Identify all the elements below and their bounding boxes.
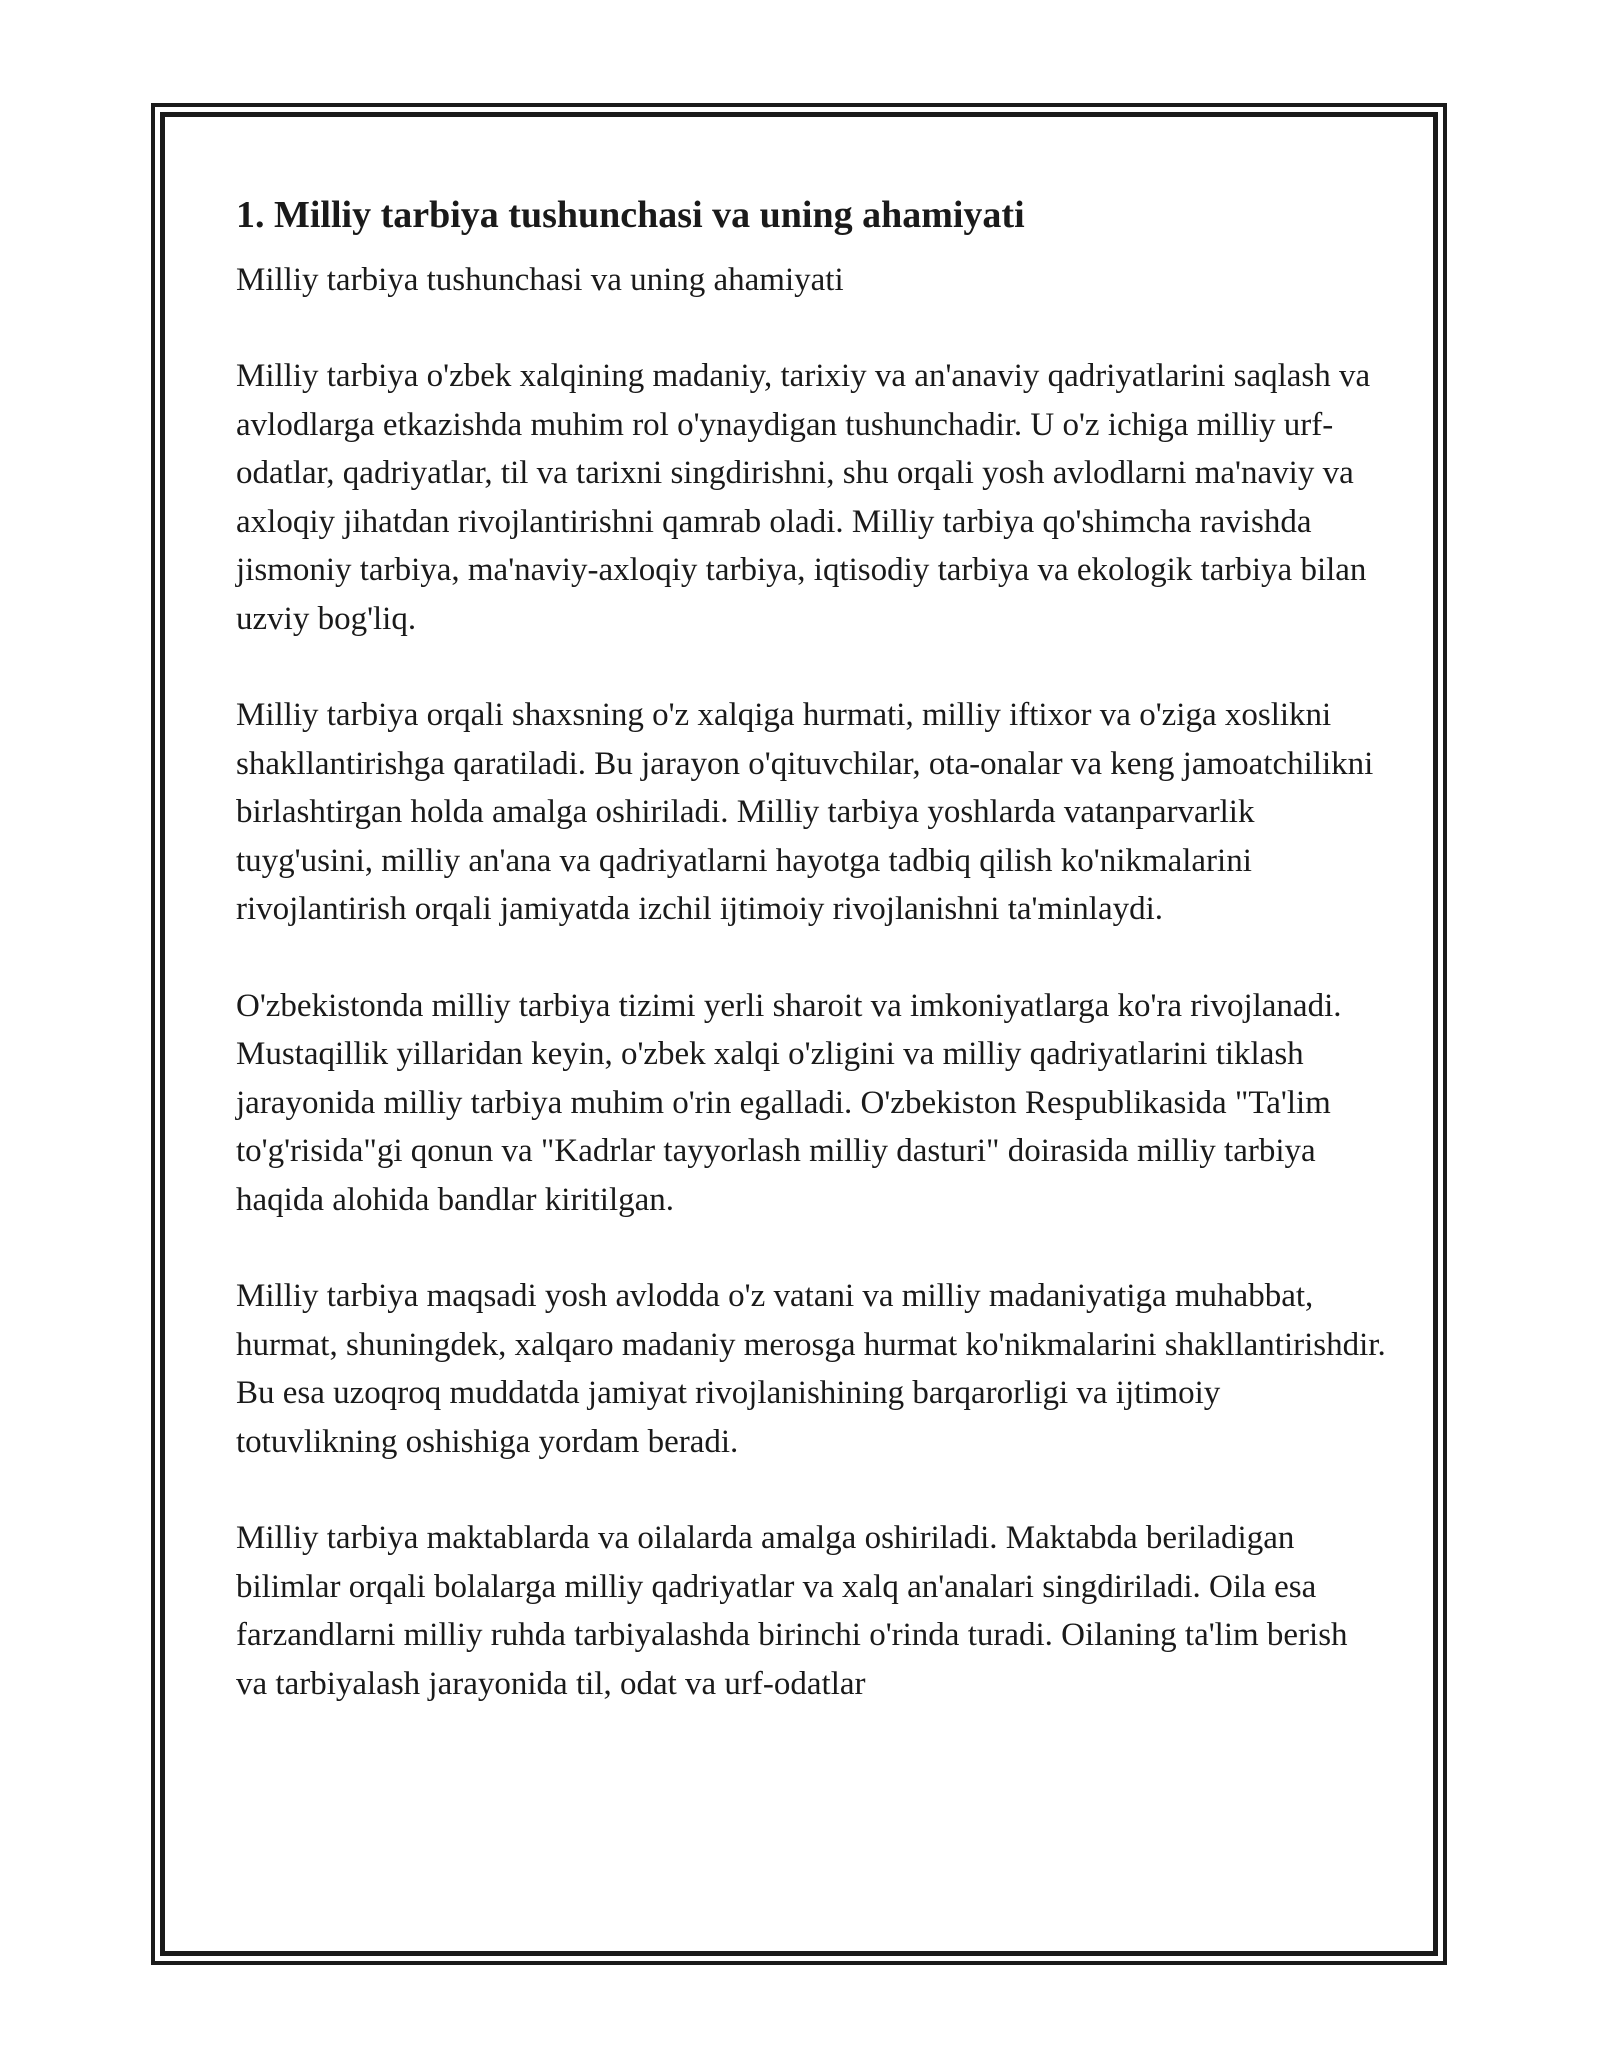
- paragraph-3: O'zbekistonda milliy tarbiya tizimi yerli sharoit va imkoniyatlarga ko'ra rivojlanadi. Mustaqillik yillaridan keyin, o'zbek xalqi o'zligini va milliy qadriyatlarini tiklash jarayonida milliy tarbiya muhim o'rin egalladi. O'zbekiston Respublikasida "Ta'lim to'g'risida"gi qonun va "Kadrlar tayyorlash milliy dasturi" doirasida milliy tarbiya haqida alohida bandlar kiritilgan.: [236, 987, 1342, 1218]
- paragraph-4: Milliy tarbiya maqsadi yosh avlodda o'z vatani va milliy madaniyatiga muhabbat, hurmat, shuningdek, xalqaro madaniy merosga hurmat ko'nikmalarini shakllantirishdir. Bu esa uzoqroq muddatda jamiyat rivojlanishining barqarorligi va ijtimoiy totuvlikning oshishiga yordam beradi.: [236, 1278, 1386, 1460]
- paragraph-5: Milliy tarbiya maktablarda va oilalarda amalga oshiriladi. Maktabda beriladigan bilimlar orqali bolalarga milliy qadriyatlar va xalq an'analari singdiriladi. Oila esa farzandlarni milliy ruhda tarbiyalashda birinchi o'rinda turadi. Oilaning ta'lim berish va tarbiyalash jarayonida til, odat va urf-odatlar: [236, 1520, 1348, 1702]
- paragraph-1: Milliy tarbiya o'zbek xalqining madaniy, tarixiy va an'anaviy qadriyatlarini saqlash va avlodlarga etkazishda muhim rol o'ynaydigan tushunchadir. U o'z ichiga milliy urf-odatlar, qadriyatlar, til va tarixni singdirishni, shu orqali yosh avlodlarni ma'naviy va axloqiy jihatdan rivojlantirishni qamrab oladi. Milliy tarbiya qo'shimcha ravishda jismoniy tarbiya, ma'naviy-axloqiy tarbiya, iqtisodiy tarbiya va ekologik tarbiya bilan uzviy bog'liq.: [236, 358, 1371, 637]
- section-subtitle: Milliy tarbiya tushunchasi va uning ahamiyati: [236, 262, 844, 298]
- paragraph-2: Milliy tarbiya orqali shaxsning o'z xalqiga hurmati, milliy iftixor va o'ziga xoslikni shakllantirishga qaratiladi. Bu jarayon o'qituvchilar, ota-onalar va keng jamoatchilikni birlashtirgan holda amalga oshiriladi. Milliy tarbiya yoshlarda vatanparvarlik tuyg'usini, milliy an'ana va qadriyatlarni hayotga tadbiq qilish ko'nikmalarini rivojlantirish orqali jamiyatda izchil ijtimoiy rivojlanishni ta'minlaydi.: [236, 697, 1374, 927]
- document-body: [236, 188, 1386, 1708]
- section-heading: 1. Milliy tarbiya tushunchasi va uning ahamiyati: [236, 194, 1025, 236]
